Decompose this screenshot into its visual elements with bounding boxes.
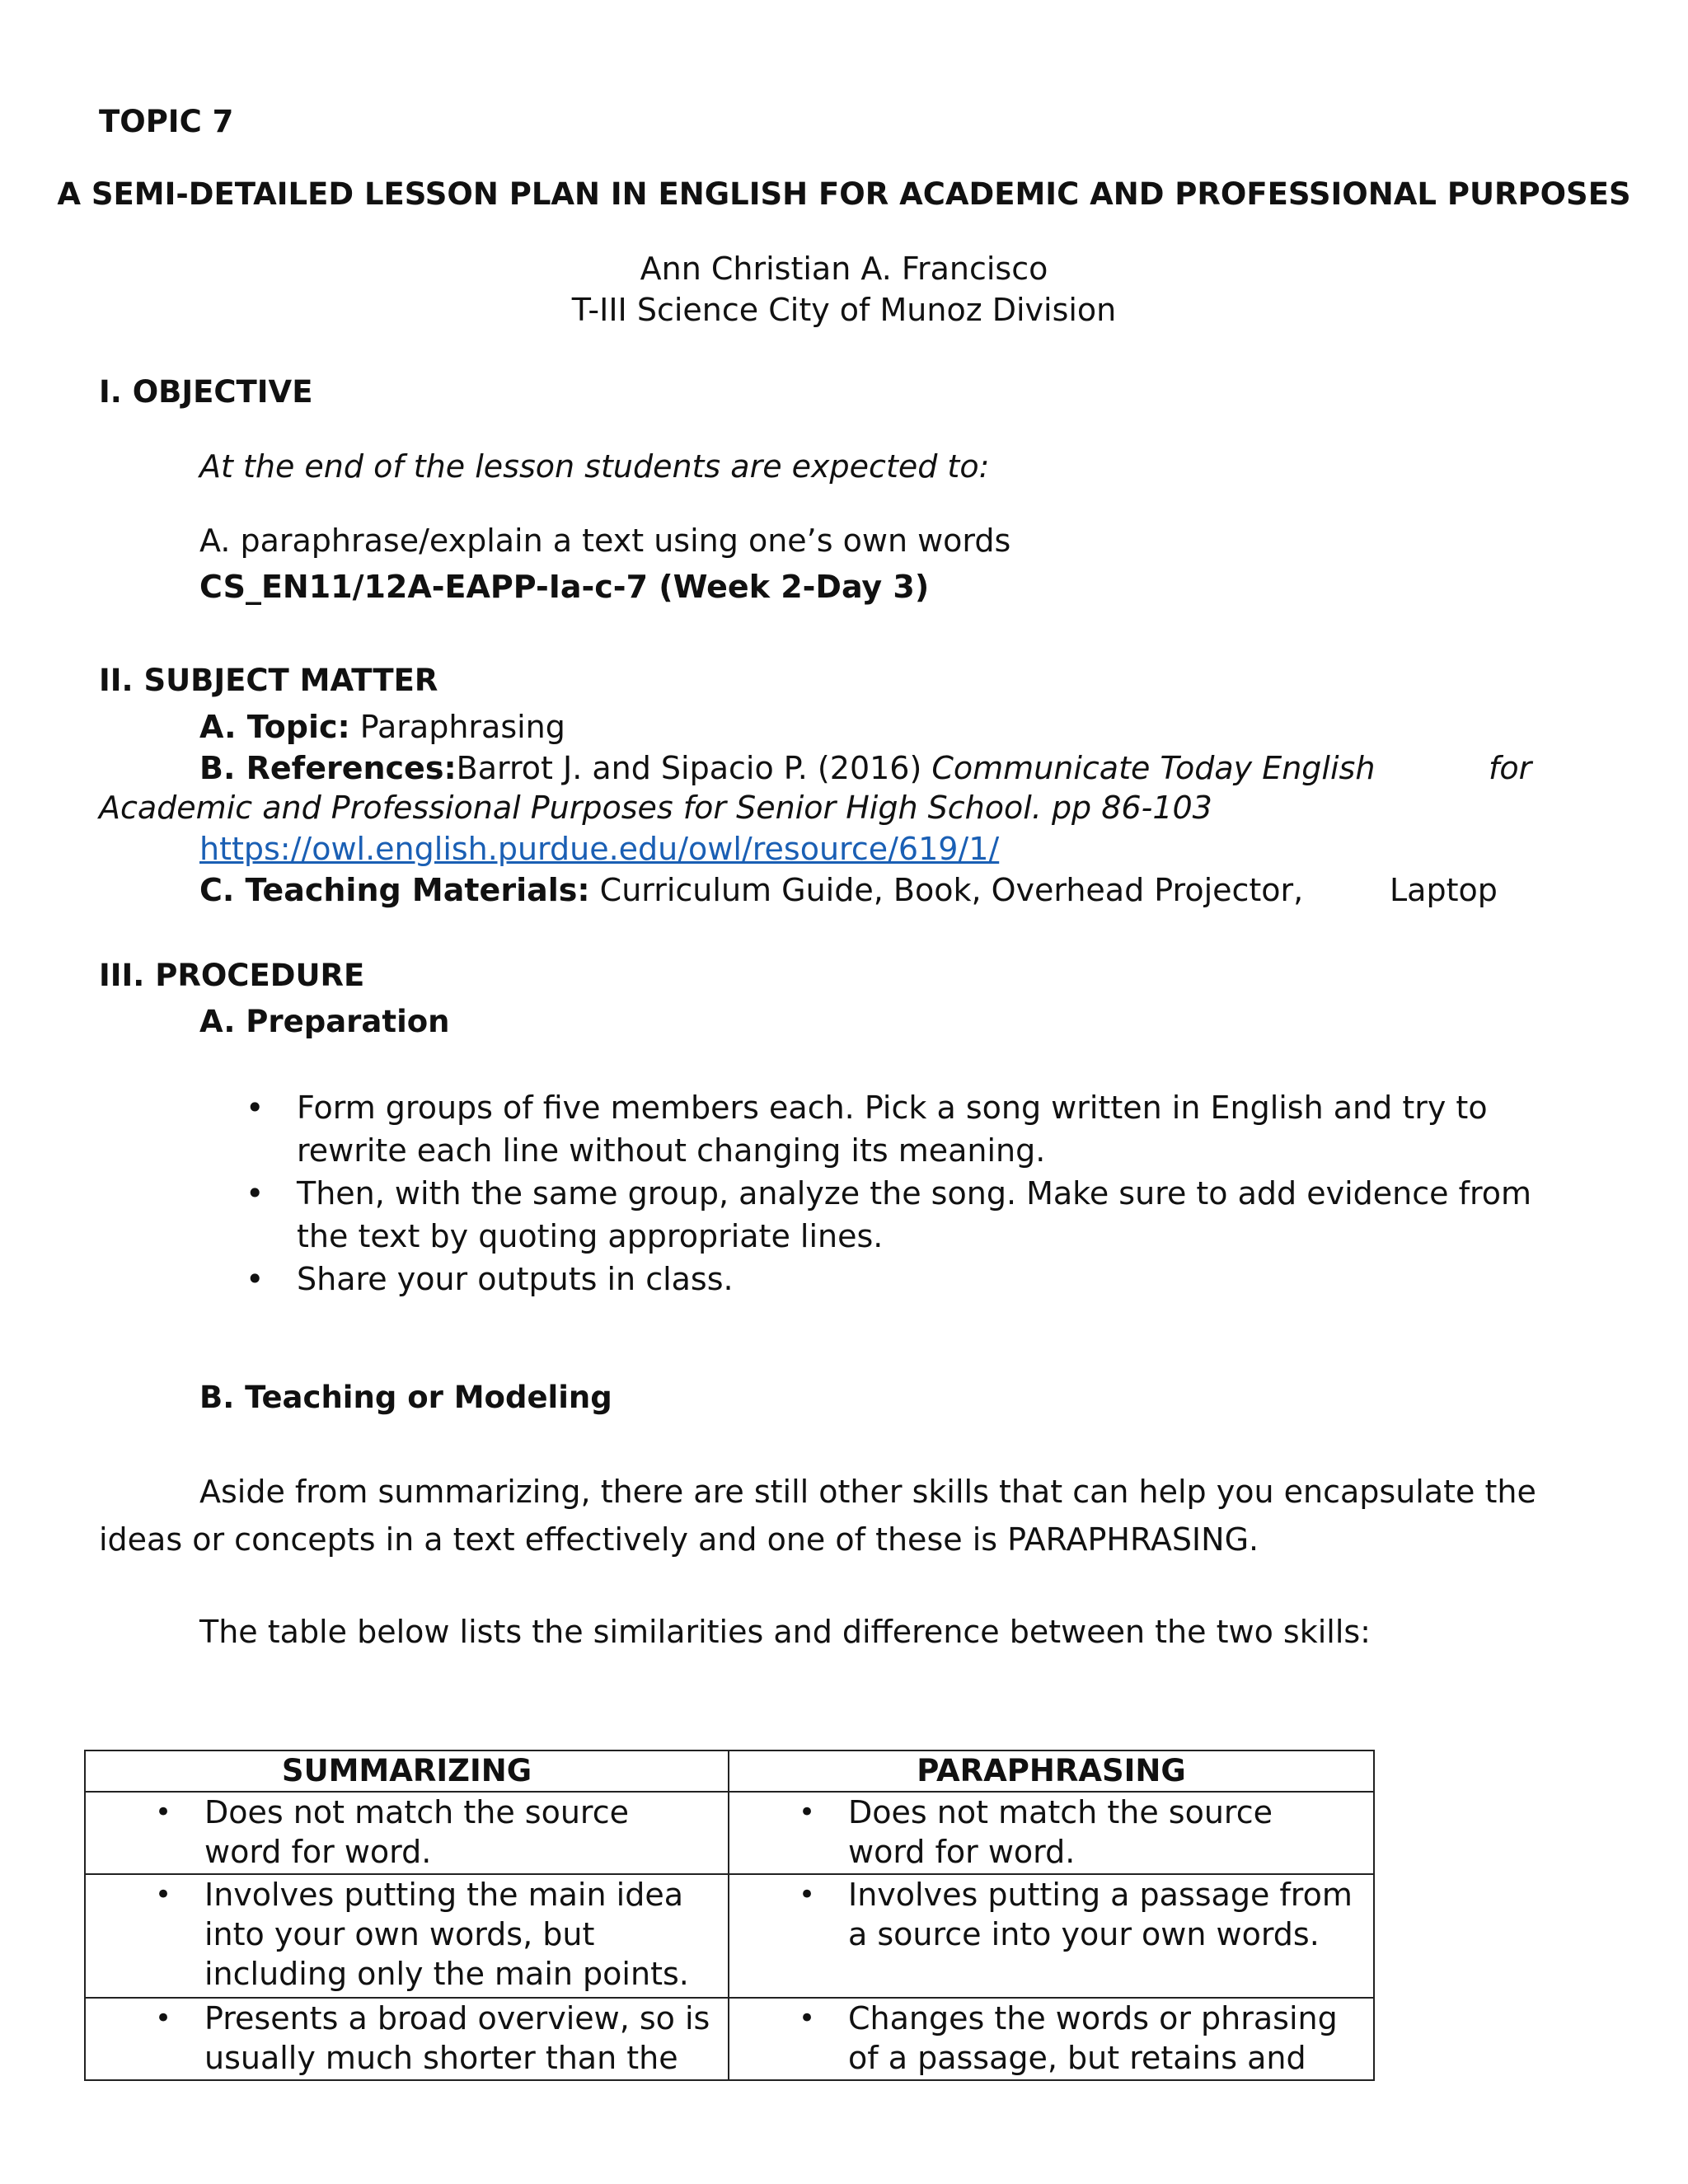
competency-code: CS_EN11/12A-EAPP-Ia-c-7 (Week 2-Day 3) [199,569,930,605]
cell-line: usually much shorter than the [204,2040,678,2076]
references-line [199,747,1375,790]
references-title-continued: Academic and Professional Purposes for Senior High School. pp 86-103 [99,790,1212,826]
table-cell [85,1998,729,2080]
procedure-heading: III. PROCEDURE [99,958,365,993]
bullet-line: rewrite each line without changing its meaning. [297,1132,1046,1169]
topic-label: A. Topic: [199,709,350,745]
bullet-icon: • [155,1796,172,1829]
cell-line: into your own words, but [204,1916,595,1952]
cell-line: a source into your own words. [848,1916,1320,1952]
references-title: Communicate Today English [931,750,1376,786]
bullet-icon: • [246,1261,265,1297]
paragraph-line: Aside from summarizing, there are still other skills that can help you encapsulate the [199,1474,1536,1510]
table-header-row [85,1750,1374,1792]
cell-line: Involves putting the main idea [204,1877,683,1913]
bullet-icon: • [246,1175,265,1212]
cell-line: Does not match the source [848,1794,1273,1830]
teaching-heading: B. Teaching or Modeling [199,1380,612,1415]
table-cell [85,1792,729,1874]
cell-line: of a passage, but retains and [848,2040,1306,2076]
references-title-for: for [1489,750,1532,786]
bullet-icon: • [246,1090,265,1126]
references-label: B. References: [199,750,457,786]
table-cell [729,1874,1374,1998]
table-cell [729,1792,1374,1874]
reference-link[interactable]: https://owl.english.purdue.edu/owl/resource/619/1/ [199,831,1000,867]
column-header-summarizing: SUMMARIZING [85,1750,729,1792]
cell-line: including only the main points. [204,1956,689,1992]
cell-line: Involves putting a passage from [848,1877,1353,1913]
objective-item: A. paraphrase/explain a text using one’s own words [199,523,1011,559]
cell-line: Presents a broad overview, so is [204,2000,710,2036]
subject-matter-heading: II. SUBJECT MATTER [99,663,438,698]
bullet-icon: • [799,1878,816,1911]
paragraph-line: ideas or concepts in a text effectively and one of these is PARAPHRASING. [99,1521,1259,1558]
objective-intro: At the end of the lesson students are expected to: [199,448,990,485]
bullet-line: Share your outputs in class. [297,1261,734,1297]
cell-line: word for word. [848,1834,1076,1870]
cell-line: Changes the words or phrasing [848,2000,1338,2036]
materials-value: Curriculum Guide, Book, Overhead Projector, [589,872,1304,908]
bullet-line: Form groups of five members each. Pick a song written in English and try to [297,1090,1488,1126]
topic-value: Paraphrasing [349,709,565,745]
bullet-icon: • [155,2002,172,2035]
bullet-icon: • [799,1796,816,1829]
author-name: Ann Christian A. Francisco [640,251,1048,287]
bullet-icon: • [155,1878,172,1911]
table-row [85,1874,1374,1998]
bullet-line: the text by quoting appropriate lines. [297,1218,884,1254]
author-position: T-III Science City of Munoz Division [571,292,1117,328]
bullet-line: Then, with the same group, analyze the song. Make sure to add evidence from [297,1175,1532,1212]
preparation-bullets [246,1086,1532,1301]
comparison-table [84,1750,1375,2081]
bullet-item [246,1172,1532,1258]
references-authors: Barrot J. and Sipacio P. (2016) [456,750,932,786]
cell-line: word for word. [204,1834,432,1870]
materials-line [199,869,1303,912]
column-header-paraphrasing: PARAPHRASING [729,1750,1374,1792]
objective-heading: I. OBJECTIVE [99,374,313,410]
bullet-item [246,1258,1531,1301]
cell-line: Does not match the source [204,1794,629,1830]
table-cell [85,1874,729,1998]
table-cell [729,1998,1374,2080]
preparation-heading: A. Preparation [199,1004,450,1039]
topic-label: TOPIC 7 [99,104,234,139]
topic-line [199,705,565,748]
table-row [85,1998,1374,2080]
table-intro: The table below lists the similarities and difference between the two skills: [199,1614,1371,1650]
table-row [85,1792,1374,1874]
bullet-item [246,1086,1531,1172]
materials-last: Laptop [1390,872,1498,908]
document-title: A SEMI-DETAILED LESSON PLAN IN ENGLISH FOR ACADEMIC AND PROFESSIONAL PURPOSES [57,176,1631,212]
bullet-icon: • [799,2002,816,2035]
materials-label: C. Teaching Materials: [199,872,590,908]
